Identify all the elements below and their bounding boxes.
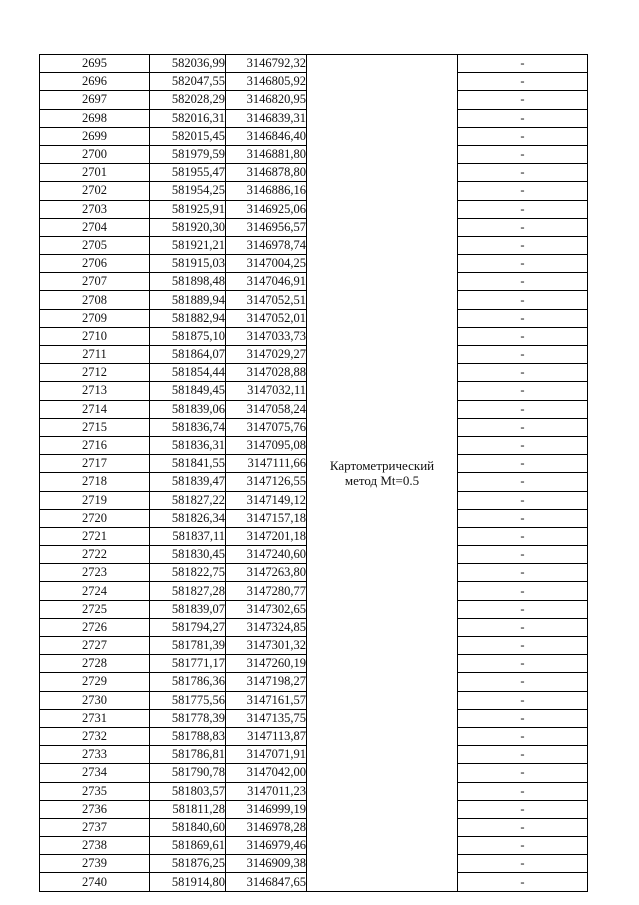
point-number-cell: 2727 xyxy=(40,637,150,655)
y-coordinate-cell: 3147028,88 xyxy=(226,364,307,382)
point-number-cell: 2726 xyxy=(40,618,150,636)
y-coordinate-cell: 3147042,00 xyxy=(226,764,307,782)
x-coordinate-cell: 581979,59 xyxy=(150,145,226,163)
point-number-cell: 2698 xyxy=(40,109,150,127)
y-coordinate-cell: 3147058,24 xyxy=(226,400,307,418)
error-value-cell: - xyxy=(458,691,588,709)
x-coordinate-cell: 581836,74 xyxy=(150,418,226,436)
y-coordinate-cell: 3147111,66 xyxy=(226,455,307,473)
x-coordinate-cell: 581794,27 xyxy=(150,618,226,636)
y-coordinate-cell: 3147004,25 xyxy=(226,255,307,273)
x-coordinate-cell: 581786,81 xyxy=(150,746,226,764)
method-label-line2: метод Mt=0.5 xyxy=(344,472,420,488)
error-value-cell: - xyxy=(458,418,588,436)
x-coordinate-cell: 581839,07 xyxy=(150,600,226,618)
y-coordinate-cell: 3147095,08 xyxy=(226,436,307,454)
x-coordinate-cell: 581830,45 xyxy=(150,546,226,564)
y-coordinate-cell: 3146881,80 xyxy=(226,145,307,163)
y-coordinate-cell: 3147260,19 xyxy=(226,655,307,673)
x-coordinate-cell: 581840,60 xyxy=(150,818,226,836)
error-value-cell: - xyxy=(458,218,588,236)
point-number-cell: 2712 xyxy=(40,364,150,382)
error-value-cell: - xyxy=(458,127,588,145)
x-coordinate-cell: 581915,03 xyxy=(150,255,226,273)
error-value-cell: - xyxy=(458,55,588,73)
x-coordinate-cell: 581841,55 xyxy=(150,455,226,473)
point-number-cell: 2695 xyxy=(40,55,150,73)
y-coordinate-cell: 3147135,75 xyxy=(226,709,307,727)
x-coordinate-cell: 581921,21 xyxy=(150,236,226,254)
error-value-cell: - xyxy=(458,364,588,382)
x-coordinate-cell: 581882,94 xyxy=(150,309,226,327)
y-coordinate-cell: 3146925,06 xyxy=(226,200,307,218)
point-number-cell: 2724 xyxy=(40,582,150,600)
point-number-cell: 2718 xyxy=(40,473,150,491)
error-value-cell: - xyxy=(458,236,588,254)
y-coordinate-cell: 3146805,92 xyxy=(226,73,307,91)
error-value-cell: - xyxy=(458,327,588,345)
y-coordinate-cell: 3147324,85 xyxy=(226,618,307,636)
x-coordinate-cell: 581790,78 xyxy=(150,764,226,782)
error-value-cell: - xyxy=(458,673,588,691)
error-value-cell: - xyxy=(458,527,588,545)
y-coordinate-cell: 3147011,23 xyxy=(226,782,307,800)
error-value-cell: - xyxy=(458,382,588,400)
error-value-cell: - xyxy=(458,473,588,491)
point-number-cell: 2731 xyxy=(40,709,150,727)
x-coordinate-cell: 581849,45 xyxy=(150,382,226,400)
error-value-cell: - xyxy=(458,273,588,291)
point-number-cell: 2704 xyxy=(40,218,150,236)
x-coordinate-cell: 581811,28 xyxy=(150,800,226,818)
x-coordinate-cell: 581839,06 xyxy=(150,400,226,418)
y-coordinate-cell: 3147046,91 xyxy=(226,273,307,291)
error-value-cell: - xyxy=(458,873,588,891)
point-number-cell: 2705 xyxy=(40,236,150,254)
point-number-cell: 2740 xyxy=(40,873,150,891)
point-number-cell: 2738 xyxy=(40,837,150,855)
error-value-cell: - xyxy=(458,509,588,527)
y-coordinate-cell: 3147240,60 xyxy=(226,546,307,564)
x-coordinate-cell: 582015,45 xyxy=(150,127,226,145)
x-coordinate-cell: 581876,25 xyxy=(150,855,226,873)
y-coordinate-cell: 3146956,57 xyxy=(226,218,307,236)
y-coordinate-cell: 3147198,27 xyxy=(226,673,307,691)
point-number-cell: 2701 xyxy=(40,164,150,182)
point-number-cell: 2721 xyxy=(40,527,150,545)
point-number-cell: 2703 xyxy=(40,200,150,218)
x-coordinate-cell: 581869,61 xyxy=(150,837,226,855)
y-coordinate-cell: 3147302,65 xyxy=(226,600,307,618)
error-value-cell: - xyxy=(458,164,588,182)
x-coordinate-cell: 581898,48 xyxy=(150,273,226,291)
x-coordinate-cell: 581925,91 xyxy=(150,200,226,218)
y-coordinate-cell: 3147052,01 xyxy=(226,309,307,327)
x-coordinate-cell: 581914,80 xyxy=(150,873,226,891)
y-coordinate-cell: 3147301,32 xyxy=(226,637,307,655)
error-value-cell: - xyxy=(458,727,588,745)
x-coordinate-cell: 581803,57 xyxy=(150,782,226,800)
error-value-cell: - xyxy=(458,182,588,200)
point-number-cell: 2732 xyxy=(40,727,150,745)
point-number-cell: 2711 xyxy=(40,346,150,364)
coordinates-table xyxy=(39,54,588,892)
y-coordinate-cell: 3146792,32 xyxy=(226,55,307,73)
point-number-cell: 2734 xyxy=(40,764,150,782)
x-coordinate-cell: 581775,56 xyxy=(150,691,226,709)
point-number-cell: 2736 xyxy=(40,800,150,818)
y-coordinate-cell: 3147161,57 xyxy=(226,691,307,709)
x-coordinate-cell: 581837,11 xyxy=(150,527,226,545)
point-number-cell: 2725 xyxy=(40,600,150,618)
error-value-cell: - xyxy=(458,764,588,782)
point-number-cell: 2729 xyxy=(40,673,150,691)
x-coordinate-cell: 581778,39 xyxy=(150,709,226,727)
error-value-cell: - xyxy=(458,800,588,818)
error-value-cell: - xyxy=(458,837,588,855)
point-number-cell: 2722 xyxy=(40,546,150,564)
y-coordinate-cell: 3146909,38 xyxy=(226,855,307,873)
coordinates-table-body xyxy=(40,55,588,892)
y-coordinate-cell: 3147075,76 xyxy=(226,418,307,436)
y-coordinate-cell: 3146999,19 xyxy=(226,800,307,818)
x-coordinate-cell: 581822,75 xyxy=(150,564,226,582)
error-value-cell: - xyxy=(458,455,588,473)
error-value-cell: - xyxy=(458,491,588,509)
y-coordinate-cell: 3147201,18 xyxy=(226,527,307,545)
x-coordinate-cell: 581889,94 xyxy=(150,291,226,309)
x-coordinate-cell: 581786,36 xyxy=(150,673,226,691)
x-coordinate-cell: 581827,28 xyxy=(150,582,226,600)
x-coordinate-cell: 581836,31 xyxy=(150,436,226,454)
x-coordinate-cell: 581781,39 xyxy=(150,637,226,655)
table-row xyxy=(40,55,588,73)
x-coordinate-cell: 581826,34 xyxy=(150,509,226,527)
y-coordinate-cell: 3146979,46 xyxy=(226,837,307,855)
error-value-cell: - xyxy=(458,564,588,582)
y-coordinate-cell: 3146847,65 xyxy=(226,873,307,891)
y-coordinate-cell: 3146878,80 xyxy=(226,164,307,182)
point-number-cell: 2709 xyxy=(40,309,150,327)
error-value-cell: - xyxy=(458,291,588,309)
point-number-cell: 2739 xyxy=(40,855,150,873)
x-coordinate-cell: 581788,83 xyxy=(150,727,226,745)
y-coordinate-cell: 3147126,55 xyxy=(226,473,307,491)
point-number-cell: 2716 xyxy=(40,436,150,454)
error-value-cell: - xyxy=(458,109,588,127)
point-number-cell: 2710 xyxy=(40,327,150,345)
point-number-cell: 2700 xyxy=(40,145,150,163)
error-value-cell: - xyxy=(458,818,588,836)
y-coordinate-cell: 3147113,87 xyxy=(226,727,307,745)
point-number-cell: 2723 xyxy=(40,564,150,582)
y-coordinate-cell: 3146820,95 xyxy=(226,91,307,109)
x-coordinate-cell: 582047,55 xyxy=(150,73,226,91)
x-coordinate-cell: 581875,10 xyxy=(150,327,226,345)
error-value-cell: - xyxy=(458,582,588,600)
y-coordinate-cell: 3146839,31 xyxy=(226,109,307,127)
y-coordinate-cell: 3147052,51 xyxy=(226,291,307,309)
x-coordinate-cell: 581920,30 xyxy=(150,218,226,236)
point-number-cell: 2708 xyxy=(40,291,150,309)
x-coordinate-cell: 581954,25 xyxy=(150,182,226,200)
point-number-cell: 2737 xyxy=(40,818,150,836)
point-number-cell: 2697 xyxy=(40,91,150,109)
point-number-cell: 2717 xyxy=(40,455,150,473)
y-coordinate-cell: 3147149,12 xyxy=(226,491,307,509)
error-value-cell: - xyxy=(458,546,588,564)
y-coordinate-cell: 3146846,40 xyxy=(226,127,307,145)
x-coordinate-cell: 581827,22 xyxy=(150,491,226,509)
error-value-cell: - xyxy=(458,346,588,364)
x-coordinate-cell: 582016,31 xyxy=(150,109,226,127)
point-number-cell: 2720 xyxy=(40,509,150,527)
error-value-cell: - xyxy=(458,600,588,618)
error-value-cell: - xyxy=(458,145,588,163)
x-coordinate-cell: 582036,99 xyxy=(150,55,226,73)
point-number-cell: 2702 xyxy=(40,182,150,200)
method-cell xyxy=(307,55,458,892)
point-number-cell: 2715 xyxy=(40,418,150,436)
error-value-cell: - xyxy=(458,855,588,873)
x-coordinate-cell: 581955,47 xyxy=(150,164,226,182)
x-coordinate-cell: 582028,29 xyxy=(150,91,226,109)
y-coordinate-cell: 3147033,73 xyxy=(226,327,307,345)
y-coordinate-cell: 3146978,28 xyxy=(226,818,307,836)
point-number-cell: 2713 xyxy=(40,382,150,400)
error-value-cell: - xyxy=(458,655,588,673)
point-number-cell: 2706 xyxy=(40,255,150,273)
error-value-cell: - xyxy=(458,637,588,655)
error-value-cell: - xyxy=(458,782,588,800)
x-coordinate-cell: 581864,07 xyxy=(150,346,226,364)
point-number-cell: 2719 xyxy=(40,491,150,509)
error-value-cell: - xyxy=(458,200,588,218)
point-number-cell: 2730 xyxy=(40,691,150,709)
point-number-cell: 2714 xyxy=(40,400,150,418)
point-number-cell: 2733 xyxy=(40,746,150,764)
x-coordinate-cell: 581854,44 xyxy=(150,364,226,382)
point-number-cell: 2728 xyxy=(40,655,150,673)
error-value-cell: - xyxy=(458,255,588,273)
error-value-cell: - xyxy=(458,400,588,418)
point-number-cell: 2696 xyxy=(40,73,150,91)
error-value-cell: - xyxy=(458,91,588,109)
y-coordinate-cell: 3147029,27 xyxy=(226,346,307,364)
error-value-cell: - xyxy=(458,73,588,91)
point-number-cell: 2699 xyxy=(40,127,150,145)
y-coordinate-cell: 3147280,77 xyxy=(226,582,307,600)
error-value-cell: - xyxy=(458,436,588,454)
y-coordinate-cell: 3147263,80 xyxy=(226,564,307,582)
y-coordinate-cell: 3146886,16 xyxy=(226,182,307,200)
method-label-line1: Картометрический xyxy=(329,457,435,473)
error-value-cell: - xyxy=(458,618,588,636)
y-coordinate-cell: 3146978,74 xyxy=(226,236,307,254)
y-coordinate-cell: 3147032,11 xyxy=(226,382,307,400)
y-coordinate-cell: 3147071,91 xyxy=(226,746,307,764)
point-number-cell: 2735 xyxy=(40,782,150,800)
error-value-cell: - xyxy=(458,746,588,764)
x-coordinate-cell: 581771,17 xyxy=(150,655,226,673)
error-value-cell: - xyxy=(458,709,588,727)
point-number-cell: 2707 xyxy=(40,273,150,291)
error-value-cell: - xyxy=(458,309,588,327)
x-coordinate-cell: 581839,47 xyxy=(150,473,226,491)
y-coordinate-cell: 3147157,18 xyxy=(226,509,307,527)
